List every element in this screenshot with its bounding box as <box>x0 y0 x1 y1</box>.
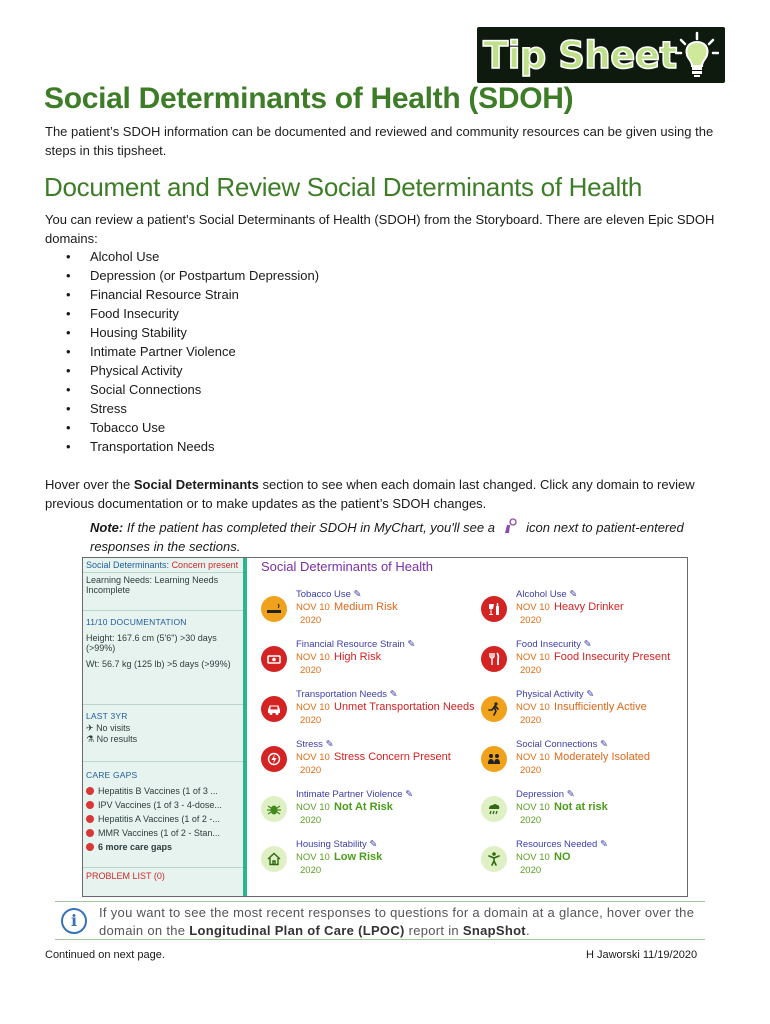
hover-text-bold: Social Determinants <box>133 477 259 492</box>
domain-year: 2020 <box>300 815 322 826</box>
domain-result: High Risk <box>334 651 382 663</box>
domain-name-text: Housing Stability <box>296 839 367 850</box>
domain-result: Not At Risk <box>334 801 393 813</box>
hover-instructions <box>45 475 735 513</box>
care-gaps-header: CARE GAPS <box>86 770 138 780</box>
domain-name-text: Physical Activity <box>516 689 584 700</box>
domain-name: Financial Resource Strain ✎ <box>296 639 416 650</box>
domain-name-text: Financial Resource Strain <box>296 639 405 650</box>
care-gap-item[interactable] <box>86 798 240 812</box>
domain-date: NOV 10 <box>516 752 550 763</box>
list-item: • Social Connections <box>66 380 319 399</box>
domain-transportation-needs[interactable] <box>251 688 475 734</box>
care-gaps-section <box>83 762 243 868</box>
domain-social-connections[interactable] <box>471 738 686 784</box>
info-text <box>99 904 703 940</box>
domain-intimate-partner-violence[interactable] <box>251 788 466 834</box>
domain-date: NOV 10 <box>296 702 330 713</box>
smoking-icon <box>261 596 287 622</box>
note-label: Note: <box>90 520 124 535</box>
domain-food-insecurity[interactable] <box>471 638 686 684</box>
money-icon <box>261 646 287 672</box>
alert-icon <box>86 843 94 851</box>
lightbulb-icon <box>675 31 719 79</box>
domain-name: Transportation Needs ✎ <box>296 689 398 700</box>
domain-result: Unmet Transportation Needs <box>334 701 475 713</box>
domain-name: Physical Activity ✎ <box>516 689 595 700</box>
more-care-gaps[interactable] <box>86 840 240 854</box>
care-gap-item[interactable] <box>86 826 240 840</box>
storyboard-screenshot <box>82 557 688 897</box>
section-heading: Document and Review Social Determinants of Health <box>44 172 643 202</box>
domain-year: 2020 <box>520 815 542 826</box>
domain-date: NOV 10 <box>296 652 330 663</box>
info-text-1: If you want to see the most recent responses to questions for a domain at a glance, hover over the domain on the <box>99 905 695 938</box>
footer-continued: Continued on next page. <box>45 949 165 961</box>
learning-needs[interactable]: Learning Needs: Learning Needs Incomplete <box>83 573 243 611</box>
more-gaps-text: 6 more care gaps <box>98 842 173 852</box>
note-text-2: icon next to patient-entered responses in the sections. <box>90 520 684 554</box>
domain-name: Stress ✎ <box>296 739 334 750</box>
sdoh-label: Social Determinants: <box>86 560 170 570</box>
domain-year: 2020 <box>300 665 322 676</box>
glass-bottle-icon <box>481 596 507 622</box>
domain-name-text: Transportation Needs <box>296 689 388 700</box>
info-text-3: . <box>525 923 530 938</box>
doc-header: 11/10 DOCUMENTATION <box>86 617 187 627</box>
domain-result: Heavy Drinker <box>554 601 624 613</box>
domain-result: Insufficiently Active <box>554 701 647 713</box>
list-item: • Stress <box>66 399 319 418</box>
last-header: LAST 3YR <box>86 711 128 721</box>
list-item: • Food Insecurity <box>66 304 319 323</box>
bug-icon <box>261 796 287 822</box>
panel-title: Social Determinants of Health <box>261 559 433 574</box>
alert-icon <box>86 801 94 809</box>
list-item: • Alcohol Use <box>66 247 319 266</box>
visits-icon: ✈ <box>86 723 94 733</box>
domain-name-text: Depression <box>516 789 565 800</box>
domain-result: Low Risk <box>334 851 383 863</box>
sdoh-status: Concern present <box>171 560 239 570</box>
domain-name-text: Social Connections <box>516 739 598 750</box>
domain-stress[interactable] <box>251 738 466 784</box>
domain-name-text: Intimate Partner Violence <box>296 789 403 800</box>
hover-text-pre: Hover over the <box>45 477 134 492</box>
no-results-text: No results <box>96 734 138 744</box>
care-gap-item[interactable] <box>86 812 240 826</box>
domain-date: NOV 10 <box>516 652 550 663</box>
domain-date: NOV 10 <box>296 852 330 863</box>
lightning-icon <box>261 746 287 772</box>
domain-name: Alcohol Use ✎ <box>516 589 578 600</box>
people-icon <box>481 746 507 772</box>
domain-name-text: Alcohol Use <box>516 589 567 600</box>
domain-date: NOV 10 <box>296 602 330 613</box>
domain-year: 2020 <box>520 615 542 626</box>
domain-name: Social Connections ✎ <box>516 739 608 750</box>
list-item: • Transportation Needs <box>66 437 319 456</box>
domain-depression[interactable] <box>471 788 686 834</box>
domain-result: Not at risk <box>554 801 608 813</box>
domain-result: Medium Risk <box>334 601 398 613</box>
domain-date: NOV 10 <box>516 602 550 613</box>
domain-housing-stability[interactable] <box>251 838 466 884</box>
sdoh-summary[interactable] <box>83 558 243 573</box>
domain-name: Housing Stability ✎ <box>296 839 378 850</box>
info-text-2: report in <box>404 923 463 938</box>
info-bold-2: SnapShot <box>462 923 526 938</box>
house-icon <box>261 846 287 872</box>
care-gap-text: Hepatitis B Vaccines (1 of 3 ... <box>98 786 218 796</box>
flask-icon: ⚗ <box>86 734 95 744</box>
domain-name: Tobacco Use ✎ <box>296 589 362 600</box>
domain-year: 2020 <box>520 715 542 726</box>
care-gap-text: Hepatitis A Vaccines (1 of 2 -... <box>98 814 220 824</box>
tip-sheet-logo <box>477 27 725 83</box>
section-intro: You can review a patient's Social Determinants of Health (SDOH) from the Storyboard. There are eleven Epic SDOH domains: <box>45 212 715 246</box>
domain-date: NOV 10 <box>516 852 550 863</box>
person-icon <box>481 846 507 872</box>
running-icon <box>481 696 507 722</box>
domain-list <box>66 247 319 456</box>
alert-icon <box>86 787 94 795</box>
domain-name-text: Tobacco Use <box>296 589 351 600</box>
list-item: • Intimate Partner Violence <box>66 342 319 361</box>
mychart-patient-icon <box>503 518 519 534</box>
list-item: • Financial Resource Strain <box>66 285 319 304</box>
last-3yr-section <box>83 705 243 762</box>
weight-value: Wt: 56.7 kg (125 lb) >5 days (>99%) <box>86 659 231 669</box>
alert-icon <box>86 829 94 837</box>
domain-name: Food Insecurity ✎ <box>516 639 592 650</box>
no-visits-text: No visits <box>96 723 131 733</box>
domain-name: Resources Needed ✎ <box>516 839 608 850</box>
domain-year: 2020 <box>300 615 322 626</box>
domain-result: Stress Concern Present <box>334 751 451 763</box>
logo-text: Tip Sheet <box>483 33 677 77</box>
domain-year: 2020 <box>520 765 542 776</box>
hover-text-post: section to see when each domain last changed. Click any domain to review previous documentation or to make updates as the patient’s SDOH changes. <box>45 477 695 511</box>
domain-date: NOV 10 <box>296 752 330 763</box>
domain-physical-activity[interactable] <box>471 688 686 734</box>
domain-name: Depression ✎ <box>516 789 575 800</box>
domain-year: 2020 <box>300 715 322 726</box>
info-bold-1: Longitudinal Plan of Care (LPOC) <box>189 923 405 938</box>
domain-year: 2020 <box>300 765 322 776</box>
car-icon <box>261 696 287 722</box>
page-title: Social Determinants of Health (SDOH) <box>44 82 574 115</box>
fork-knife-icon <box>481 646 507 672</box>
no-results <box>86 734 240 745</box>
care-gap-text: IPV Vaccines (1 of 3 - 4-dose... <box>98 800 222 810</box>
problem-list[interactable]: PROBLEM LIST (0) <box>86 871 165 881</box>
list-item: • Physical Activity <box>66 361 319 380</box>
domain-date: NOV 10 <box>516 802 550 813</box>
domain-year: 2020 <box>300 865 322 876</box>
intro-text: The patient’s SDOH information can be documented and reviewed and community resources can be given using the steps in this tipsheet. <box>45 124 714 158</box>
alert-icon <box>86 815 94 823</box>
sdoh-panel <box>251 558 688 897</box>
domain-financial-resource-strain[interactable] <box>251 638 466 684</box>
domain-resources-needed[interactable] <box>471 838 686 884</box>
domain-year: 2020 <box>520 665 542 676</box>
height-value: Height: 167.6 cm (5'6") >30 days (>99%) <box>86 633 217 653</box>
info-callout <box>55 901 705 940</box>
domain-name: Intimate Partner Violence ✎ <box>296 789 414 800</box>
domain-result: NO <box>554 851 571 863</box>
note-text: If the patient has completed their SDOH in MyChart, you'll see a <box>123 520 499 535</box>
footer-author: H Jaworski 11/19/2020 <box>586 949 698 961</box>
domain-date: NOV 10 <box>296 802 330 813</box>
domain-name-text: Stress <box>296 739 323 750</box>
domain-name-text: Resources Needed <box>516 839 598 850</box>
care-gap-item[interactable] <box>86 784 240 798</box>
domain-result: Moderately Isolated <box>554 751 650 763</box>
list-item: • Housing Stability <box>66 323 319 342</box>
domain-alcohol-use[interactable] <box>471 588 686 634</box>
care-gap-text: MMR Vaccines (1 of 2 - Stan... <box>98 828 220 838</box>
info-icon <box>61 908 87 934</box>
domain-date: NOV 10 <box>516 702 550 713</box>
domain-year: 2020 <box>520 865 542 876</box>
domain-tobacco-use[interactable] <box>251 588 466 634</box>
note <box>90 518 730 556</box>
list-item: • Tobacco Use <box>66 418 319 437</box>
documentation-section <box>83 611 243 705</box>
list-item: • Depression (or Postpartum Depression) <box>66 266 319 285</box>
domain-result: Food Insecurity Present <box>554 651 671 663</box>
raincloud-icon <box>481 796 507 822</box>
storyboard-sidebar <box>83 558 247 897</box>
domain-name-text: Food Insecurity <box>516 639 581 650</box>
no-visits <box>86 723 240 734</box>
